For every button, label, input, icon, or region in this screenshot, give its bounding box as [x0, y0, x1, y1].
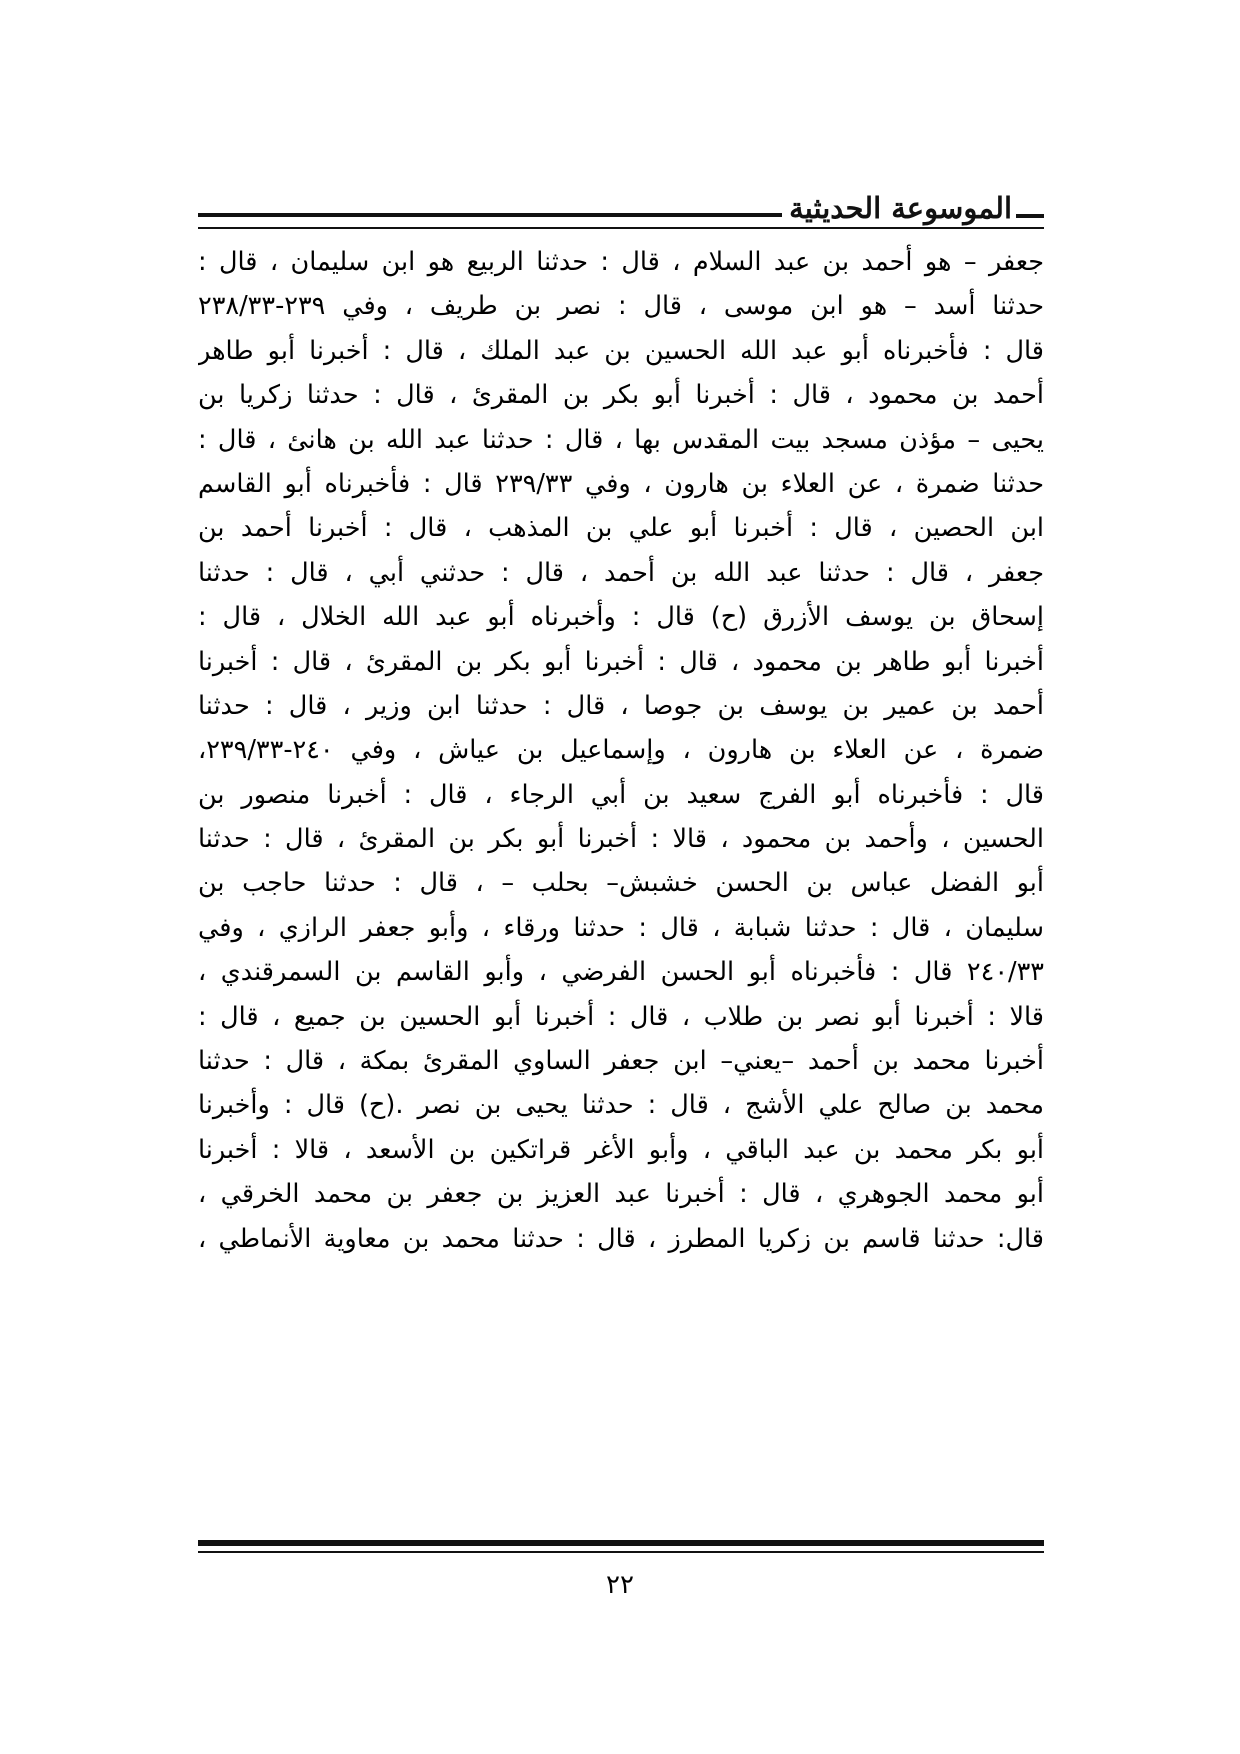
footer-rule-thick [198, 1540, 1044, 1546]
text-line: أبو محمد الجوهري ، قال : أخبرنا عبد العزيز بن جعفر بن محمد الخرقي ، [198, 1179, 1044, 1210]
footer-rule-thin [198, 1551, 1044, 1553]
text-line: قال : فأخبرناه أبو عبد الله الحسين بن عبد الملك ، قال : أخبرنا أبو طاهر [198, 335, 1044, 366]
text-line: أبو بكر محمد بن عبد الباقي ، وأبو الأغر قراتكين بن الأسعد ، قالا : أخبرنا [198, 1134, 1044, 1165]
text-line: يحيى – مؤذن مسجد بيت المقدس بها ، قال : حدثنا عبد الله بن هانئ ، قال : [198, 424, 1044, 455]
page-number: ٢٢ [606, 1570, 634, 1600]
text-line: أحمد بن عمير بن يوسف بن جوصا ، قال : حدثنا ابن وزير ، قال : حدثنا [198, 690, 1044, 721]
text-line: جعفر ، قال : حدثنا عبد الله بن أحمد ، قال : حدثني أبي ، قال : حدثنا [198, 557, 1044, 588]
text-line: الحسين ، وأحمد بن محمود ، قالا : أخبرنا أبو بكر بن المقرئ ، قال : حدثنا [198, 824, 1044, 855]
text-line: حدثنا ضمرة ، عن العلاء بن هارون ، وفي ٢٣٩/٣٣ قال : فأخبرناه أبو القاسم [198, 468, 1044, 499]
header-rule-thick [198, 213, 782, 217]
text-line: حدثنا أسد – هو ابن موسى ، قال : نصر بن طريف ، وفي ٢٣٩-٢٣٨/٣٣ [198, 291, 1044, 322]
running-header [198, 186, 1044, 236]
text-line: سليمان ، قال : حدثنا شبابة ، قال : حدثنا ورقاء ، وأبو جعفر الرازي ، وفي [198, 912, 1044, 943]
header-rule-thin [198, 227, 1044, 229]
text-line: محمد بن صالح علي الأشج ، قال : حدثنا يحيى بن نصر .(ح) قال : وأخبرنا [198, 1090, 1044, 1121]
body-text [198, 240, 1044, 1261]
header-title: الموسوعة الحديثية [789, 191, 1012, 225]
text-line: ابن الحصين ، قال : أخبرنا أبو علي بن المذهب ، قال : أخبرنا أحمد بن [198, 513, 1044, 544]
text-line: أخبرنا أبو طاهر بن محمود ، قال : أخبرنا أبو بكر بن المقرئ ، قال : أخبرنا [198, 646, 1044, 677]
text-line: ٢٤٠/٣٣ قال : فأخبرناه أبو الحسن الفرضي ، وأبو القاسم بن السمرقندي ، [198, 957, 1044, 988]
text-line: أبو الفضل عباس بن الحسن خشبش– بحلب – ، قال : حدثنا حاجب بن [198, 868, 1044, 899]
text-line: قال: حدثنا قاسم بن زكريا المطرز ، قال : حدثنا محمد بن معاوية الأنماطي ، [198, 1223, 1044, 1254]
text-line: قالا : أخبرنا أبو نصر بن طلاب ، قال : أخبرنا أبو الحسين بن جميع ، قال : [198, 1001, 1044, 1032]
header-rule-stub [1016, 214, 1044, 218]
text-line: ضمرة ، عن العلاء بن هارون ، وإسماعيل بن عياش ، وفي ٢٤٠-٢٣٩/٣٣، [198, 735, 1044, 766]
text-line: أحمد بن محمود ، قال : أخبرنا أبو بكر بن المقرئ ، قال : حدثنا زكريا بن [198, 380, 1044, 411]
text-line: قال : فأخبرناه أبو الفرج سعيد بن أبي الرجاء ، قال : أخبرنا منصور بن [198, 779, 1044, 810]
text-line: إسحاق بن يوسف الأزرق (ح) قال : وأخبرناه أبو عبد الله الخلال ، قال : [198, 602, 1044, 633]
text-line: جعفر – هو أحمد بن عبد السلام ، قال : حدثنا الربيع هو ابن سليمان ، قال : [198, 247, 1044, 277]
text-line: أخبرنا محمد بن أحمد –يعني– ابن جعفر الساوي المقرئ بمكة ، قال : حدثنا [198, 1046, 1044, 1077]
